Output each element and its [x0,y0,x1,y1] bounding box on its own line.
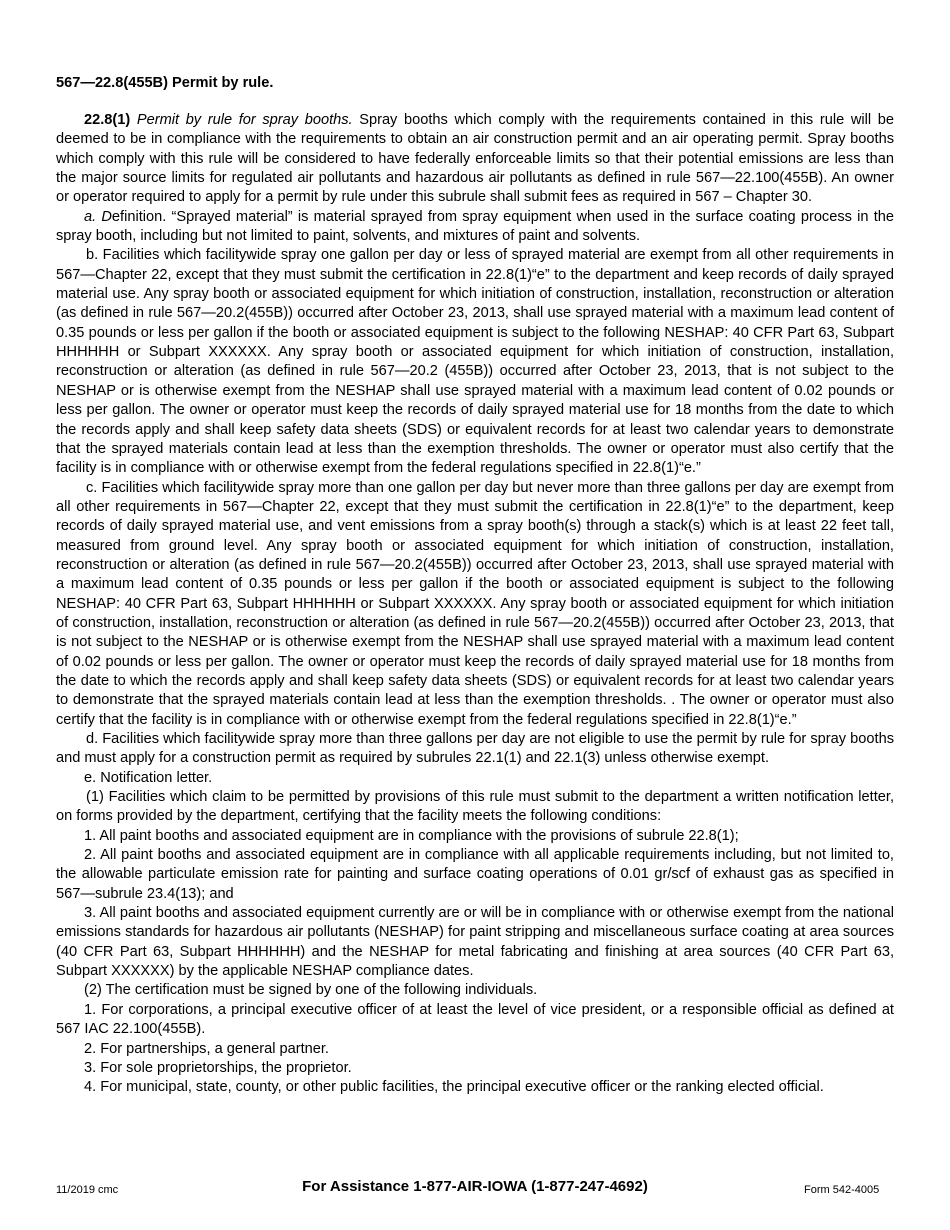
paragraph-b: b. Facilities which facilitywide spray one gallon per day or less of sprayed material are exempt from all other requirements in 567—Chapter 22, except that they must submit the certification in 22.8(1)“e” to the department and keep records of daily sprayed material use. Any spray booth or associated equipment for which initiation of construction, installation, reconstruction or alteration (as defined in rule 567—20.2(455B)) occurred after October 23, 2013, shall use sprayed material with a maximum lead content of 0.35 pounds or less per gallon if the booth or associated equipment is subject to the following NESHAP: 40 CFR Part 63, Subpart HHHHHH or Subpart XXXXXX. Any spray booth or associated equipment for which initiation of construction, installation, reconstruction or alteration (as defined in rule 567—20.2 (455B)) occurred after October 23, 2013, that is not subject to the NESHAP or is otherwise exempt from the NESHAP shall use sprayed material with a maximum lead content of 0.02 pounds or less per gallon. The owner or operator must keep the records of daily sprayed material use for 18 months from the date to which the records apply and shall keep safety data sheets (SDS) or equivalent records for at least two calendar years to demonstrate that the sprayed materials contain lead at less than the exemption thresholds. The owner or operator must also certify that the facility is in compliance with or otherwise exempt from the federal regulations specified in 22.8(1)“e.” [56,247,894,477]
rule-heading: 567—22.8(455B) Permit by rule. [56,75,274,91]
paragraph-a [56,208,894,247]
paragraph-e: e. Notification letter. [84,769,213,786]
paragraph-e-1: (1) Facilities which claim to be permitted by provisions of this rule must submit to the department a written notification letter, on forms provided by the department, certifying that the facility meets the following conditions: [56,789,894,825]
footer-assistance-phone: For Assistance 1-877-AIR-IOWA (1-877-247-4692) [302,1178,648,1195]
subrule-number: 22.8(1) [84,112,131,128]
condition-1: 1. All paint booths and associated equipment are in compliance with the provisions of subrule 22.8(1); [84,827,739,844]
condition-3: 3. All paint booths and associated equipment currently are or will be in compliance with or otherwise exempt from the national emissions standards for hazardous air pollutants (NESHAP) for paint stripping and miscellaneous surface coating at area sources (40 CFR Part 63, Subpart HHHHHH) and the NESHAP for metal fabricating and finishing at area sources (40 CFR Part 63, Subpart XXXXXX) by the applicable NESHAP compliance dates. [56,905,894,980]
signatory-4: 4. For municipal, state, county, or other public facilities, the principal executive officer or the ranking elected official. [84,1079,824,1096]
subrule-22-8-1 [56,111,894,208]
condition-2: 2. All paint booths and associated equipment are in compliance with all applicable requirements including, but not limited to, the allowable particulate emission rate for painting and surface coating operations of 0.01 gr/scf of exhaust gas as specified in 567—subrule 23.4(13); and [56,847,894,902]
signatory-1: 1. For corporations, a principal executive officer of at least the level of vice president, or a responsible official as defined at 567 IAC 22.100(455B). [56,1001,894,1038]
signatory-2: 2. For partnerships, a general partner. [84,1040,329,1057]
footer-date: 11/2019 cmc [56,1184,119,1196]
paragraph-e-2: (2) The certification must be signed by one of the following individuals. [84,982,538,999]
paragraph-a-text: efinition. “Sprayed material” is material sprayed from spray equipment when used in the surface coating process in the spray booth, including but not limited to paint, solvents, and mixtures of paint and solvents. [56,208,894,245]
signatory-3: 3. For sole proprietorships, the proprietor. [84,1059,352,1076]
paragraph-a-label: a. D [84,208,112,225]
subrule-text: Spray booths which comply with the requirements contained in this rule will be deemed to be in compliance with the requirements to obtain an air construction permit and an air operating permit. Spray booths which comply with this rule will be considered to have federally enforceable limits so that their potential emissions are less than the major source limits for regulated air pollutants and hazardous air pollutants as defined in rule 567—22.100(455B). An owner or operator required to apply for a permit by rule under this subrule shall submit fees as required in 567 – Chapter 30. [56,112,894,206]
footer-form-number: Form 542-4005 [804,1184,880,1196]
subrule-title: Permit by rule for spray booths. [136,112,353,128]
paragraph-d: d. Facilities which facilitywide spray more than three gallons per day are not eligible to use the permit by rule for spray booths and must apply for a construction permit as required by subrules 22.1(1) and 22.1(3) unless otherwise exempt. [56,731,894,767]
paragraph-c: c. Facilities which facilitywide spray more than one gallon per day but never more than three gallons per day are exempt from all other requirements in 567—Chapter 22, except that they must submit the certification in 22.8(1)“e” to the department, keep records of daily sprayed material use, and vent emissions from a spray booth(s) through a stack(s) which is at least 22 feet tall, measured from ground level. Any spray booth or associated equipment for which initiation of construction, installation, reconstruction or alteration (as defined in rule 567—20.2(455B)) occurred after October 23, 2013, shall use sprayed material with a maximum lead content of 0.35 pounds or less per gallon if the booth or associated equipment is subject to the following NESHAP: 40 CFR Part 63, Subpart HHHHHH or Subpart XXXXXX. Any spray booth or associated equipment for which initiation of construction, installation, reconstruction or alteration (as defined in rule 567—20.2(455B)) occurred after October 23, 2013, that is not subject to the NESHAP or is otherwise exempt from the NESHAP shall use sprayed material with a maximum lead content of 0.02 pounds or less per gallon. The owner or operator must keep the records of daily sprayed material use for 18 months from the date to which the records apply and shall keep safety data sheets (SDS) or equivalent records for at least two calendar years to demonstrate that the sprayed materials contain lead at less than the exemption thresholds. . The owner or operator must also certify that the facility is in compliance with or otherwise exempt from the federal regulations specified in 22.8(1)“e.” [56,479,894,728]
rule-body [56,111,894,1098]
